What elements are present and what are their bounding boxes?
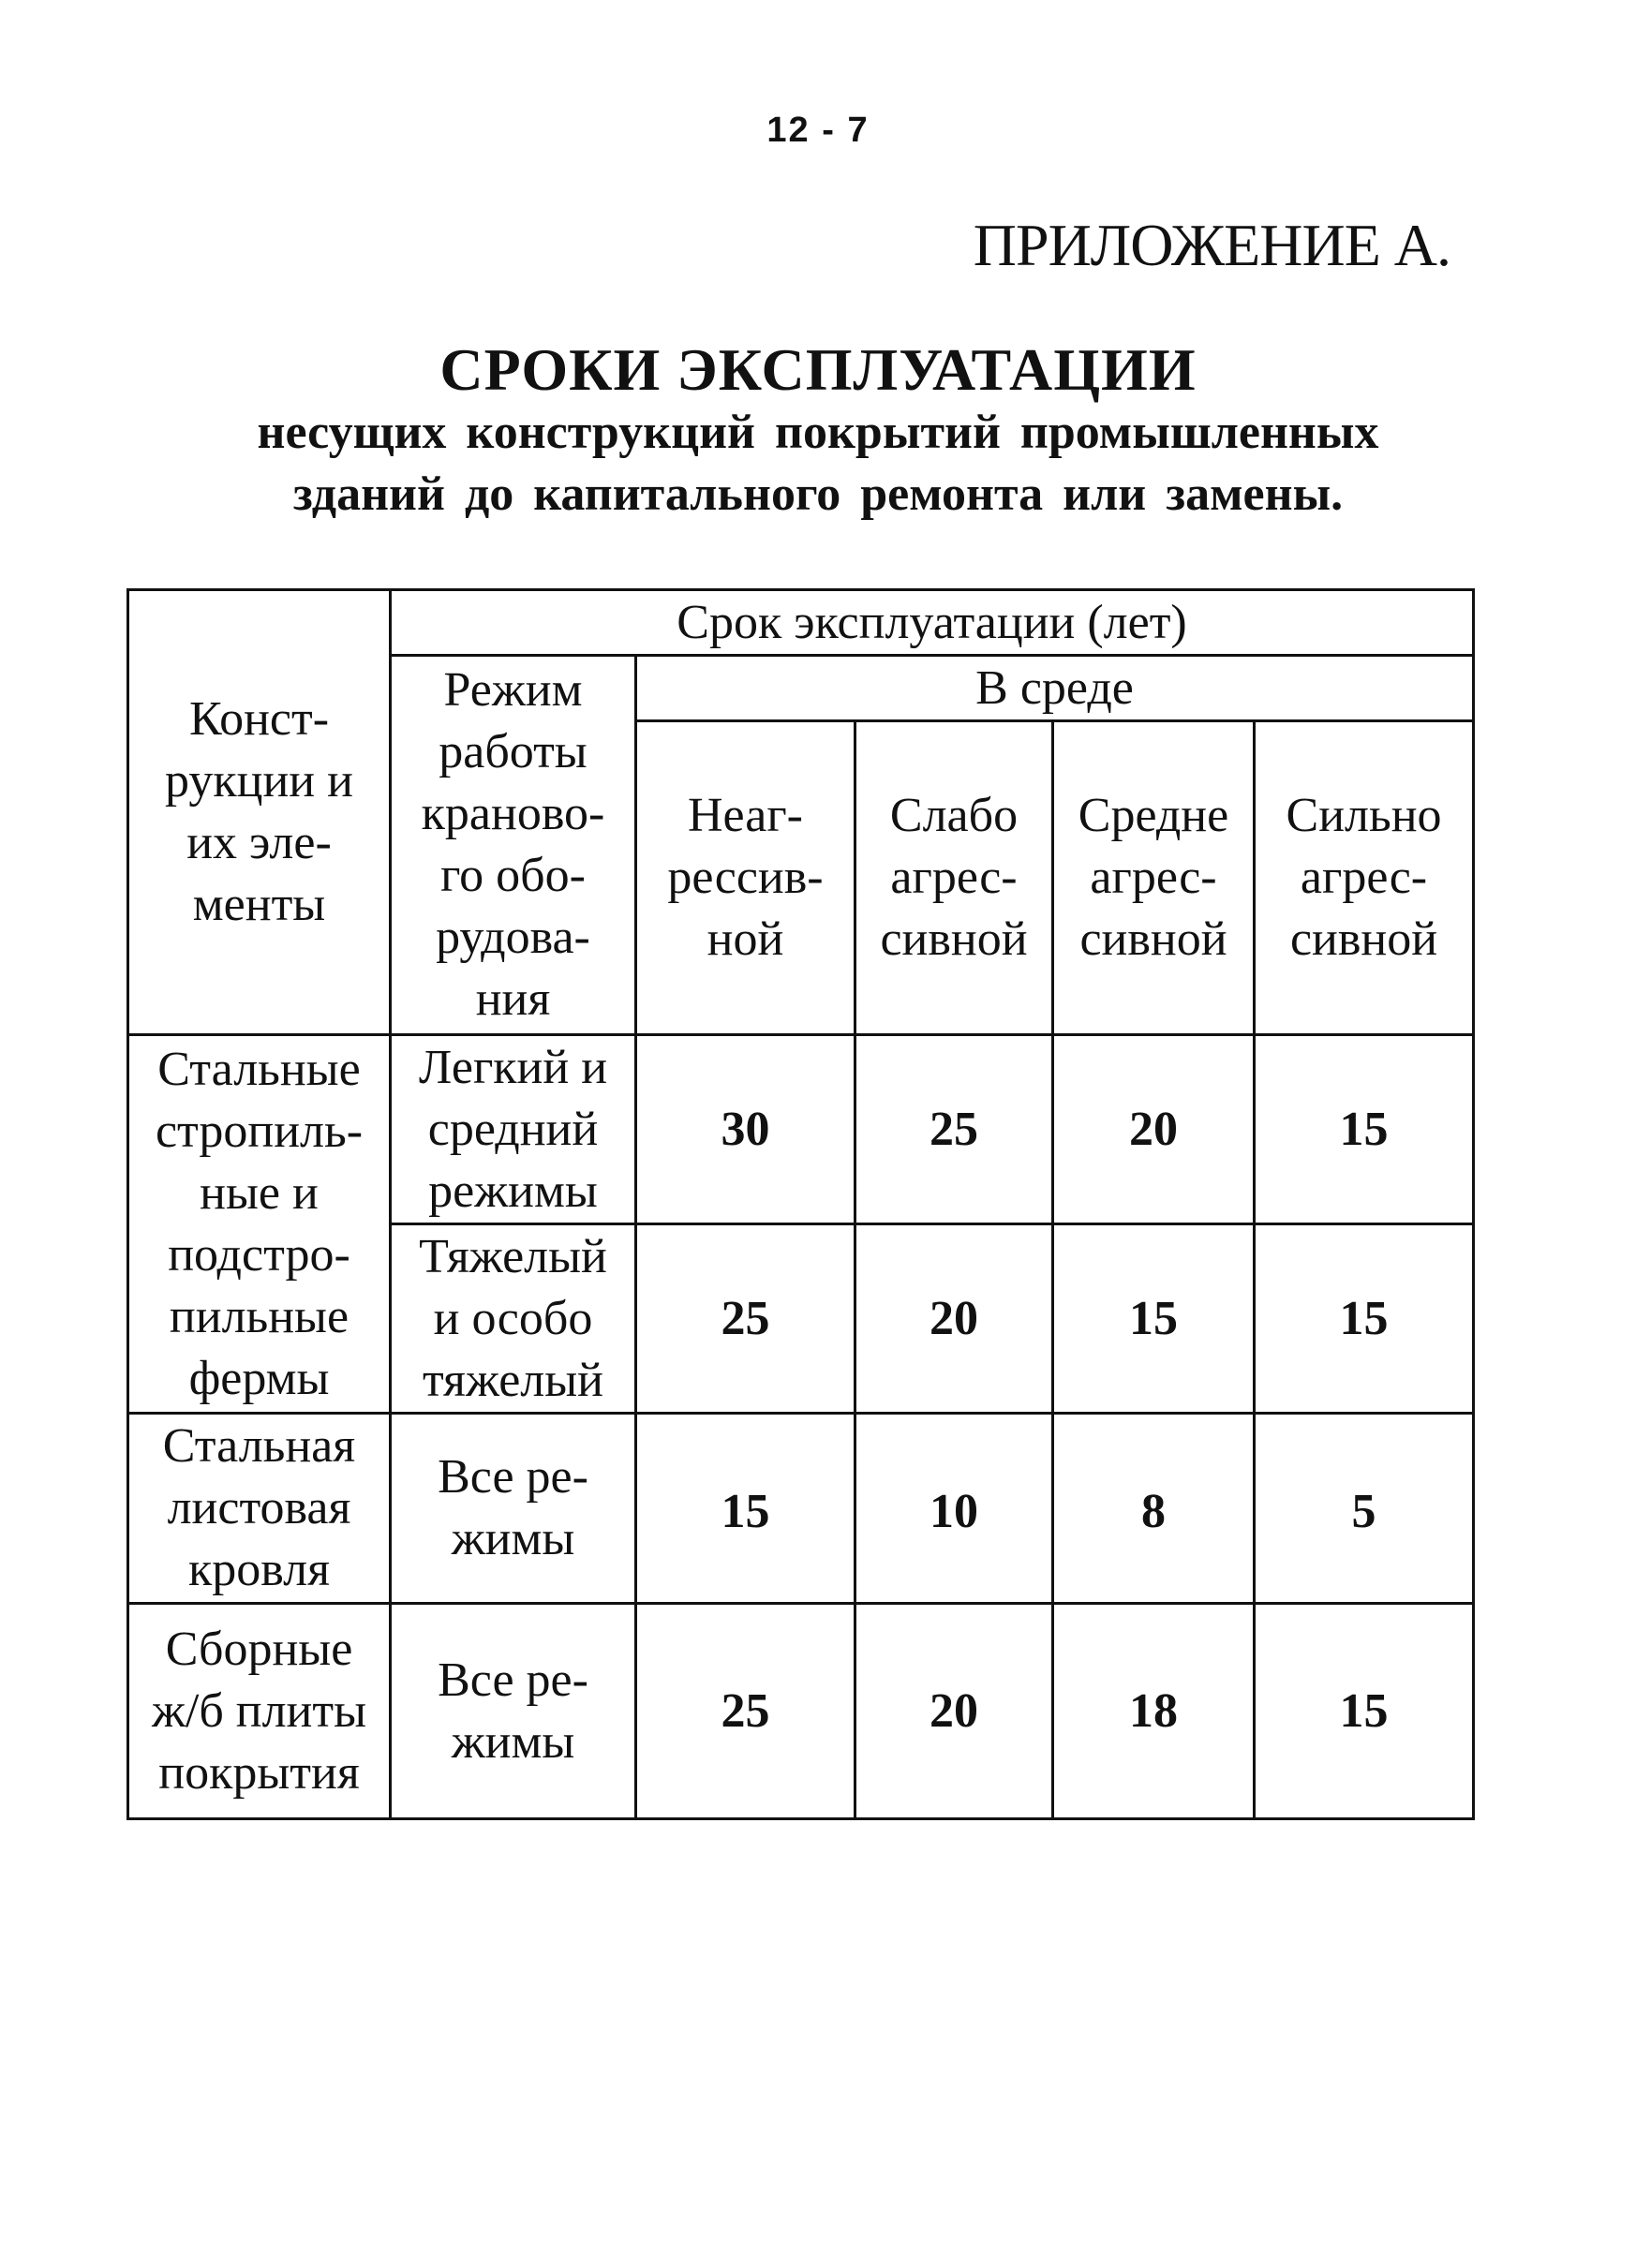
mode-cell: Все ре- жимы xyxy=(391,1414,636,1604)
value-cell: 20 xyxy=(855,1224,1053,1414)
document-title: СРОКИ ЭКСПЛУАТАЦИИ xyxy=(439,336,1197,403)
table-row xyxy=(128,1414,1474,1604)
value-cell: 8 xyxy=(1053,1414,1255,1604)
value-cell: 15 xyxy=(636,1414,855,1604)
value-cell: 15 xyxy=(1255,1035,1474,1224)
value-cell: 20 xyxy=(1053,1035,1255,1224)
value-cell: 20 xyxy=(855,1604,1053,1819)
header-service-life: Срок эксплуатации (лет) xyxy=(391,590,1474,656)
value-cell: 15 xyxy=(1053,1224,1255,1414)
structure-steel-trusses: Стальные стропиль- ные и подстро- пильные фермы xyxy=(128,1035,391,1414)
header-env-non-aggressive: Неаг- рессив- ной xyxy=(636,721,855,1035)
document-subtitle-line-2: зданий до капитального ремонта или замены. xyxy=(292,467,1344,521)
mode-cell: Тяжелый и особо тяжелый xyxy=(391,1224,636,1414)
table-row xyxy=(128,1604,1474,1819)
document-subtitle-line-1: несущих конструкций покрытий промышленных xyxy=(257,406,1379,459)
value-cell: 25 xyxy=(855,1035,1053,1224)
appendix-heading: ПРИЛОЖЕНИЕ А. xyxy=(973,212,1450,278)
value-cell: 5 xyxy=(1255,1414,1474,1604)
structure-steel-sheet-roofing: Стальная листовая кровля xyxy=(128,1414,391,1604)
mode-cell: Легкий и средний режимы xyxy=(391,1035,636,1224)
header-env-medium-aggressive: Средне агрес- сивной xyxy=(1053,721,1255,1035)
value-cell: 25 xyxy=(636,1604,855,1819)
value-cell: 30 xyxy=(636,1035,855,1224)
value-cell: 15 xyxy=(1255,1604,1474,1819)
header-env-strongly-aggressive: Сильно агрес- сивной xyxy=(1255,721,1474,1035)
service-life-table xyxy=(126,588,1475,1820)
structure-precast-rc-slabs: Сборные ж/б плиты покрытия xyxy=(128,1604,391,1819)
header-crane-mode: Режим работы краново- го обо- рудова- ния xyxy=(391,656,636,1035)
value-cell: 10 xyxy=(855,1414,1053,1604)
header-environment: В среде xyxy=(636,656,1474,721)
header-env-slightly-aggressive: Слабо агрес- сивной xyxy=(855,721,1053,1035)
value-cell: 15 xyxy=(1255,1224,1474,1414)
page-number: 12 - 7 xyxy=(766,111,870,150)
mode-cell: Все ре- жимы xyxy=(391,1604,636,1819)
header-structures: Конст- рукции и их эле- менты xyxy=(128,590,391,1035)
table-row xyxy=(128,1035,1474,1224)
value-cell: 25 xyxy=(636,1224,855,1414)
value-cell: 18 xyxy=(1053,1604,1255,1819)
